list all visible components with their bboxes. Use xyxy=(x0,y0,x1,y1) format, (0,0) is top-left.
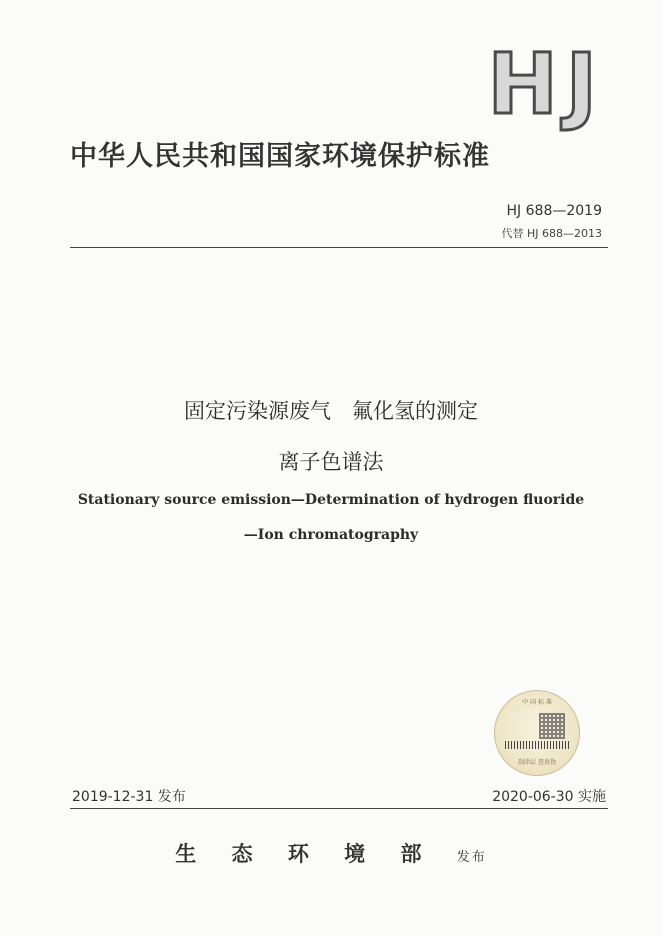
issuer xyxy=(0,838,662,868)
publish-date: 2019-12-31 发布 xyxy=(72,789,186,805)
effective-date: 2020-06-30 实施 xyxy=(492,789,606,805)
issuer-suffix: 发布 xyxy=(456,850,487,865)
top-divider xyxy=(70,247,608,248)
anti-counterfeit-seal xyxy=(494,690,580,776)
cn-title-line2: 离子色谱法 xyxy=(278,450,384,474)
seal-bottom-text: 刮涂层 查真伪 xyxy=(518,759,556,766)
barcode-icon xyxy=(505,741,569,749)
en-title-line1: Stationary source emission—Determination of hydrogen fluoride xyxy=(77,492,585,508)
hj-logo: HJ xyxy=(487,35,605,133)
cn-title-line1: 固定污染源废气 氟化氢的测定 xyxy=(184,399,478,423)
qr-code-icon xyxy=(539,713,565,739)
standard-title: 中华人民共和国国家环境保护标准 xyxy=(70,141,490,172)
seal-top-text: 中 国 标 准 xyxy=(522,699,552,706)
replaces-note: 代替 HJ 688—2013 xyxy=(501,227,602,240)
standard-number: HJ 688—2019 xyxy=(506,203,602,219)
en-title-line2: —Ion chromatography xyxy=(243,527,419,543)
bottom-divider xyxy=(70,808,608,809)
issuer-name: 生 态 环 境 部 xyxy=(175,841,436,866)
